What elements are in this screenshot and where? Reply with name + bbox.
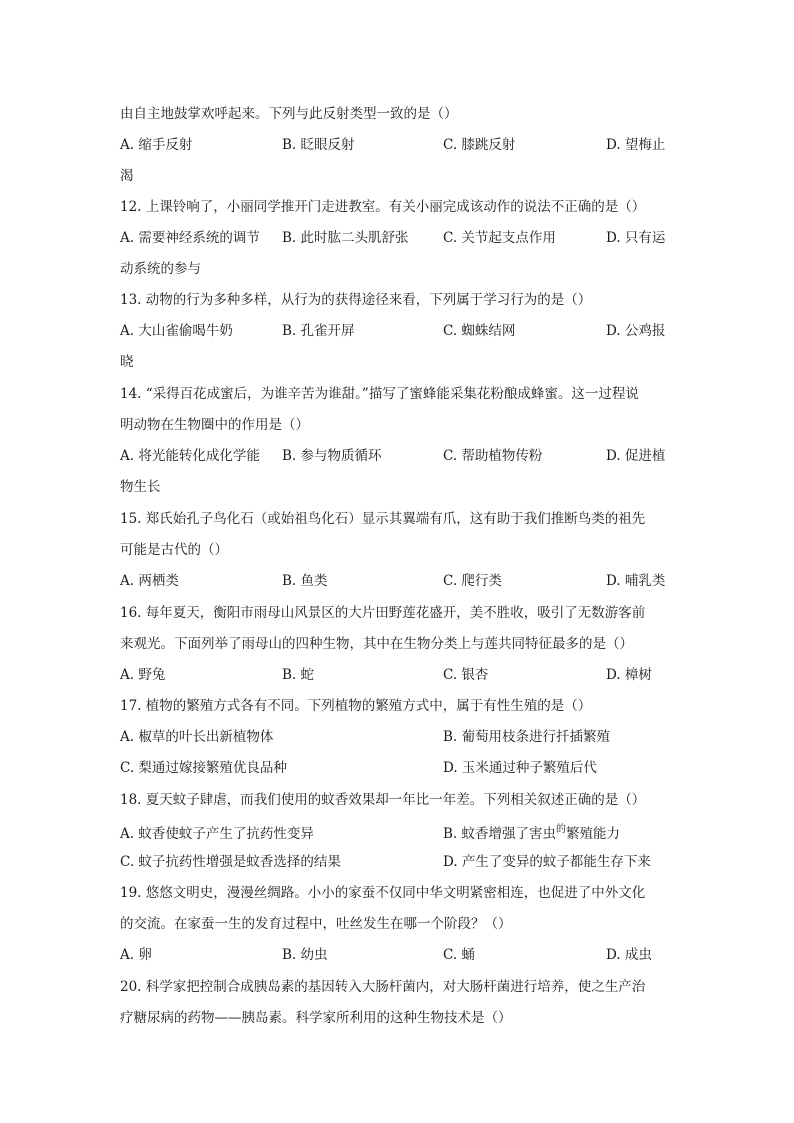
q14-stem-line1: 14. “采得百花成蜜后，为谁辛苦为谁甜。”描写了蜜蜂能采集花粉酿成蜂蜜。这一过程说 bbox=[120, 386, 639, 402]
q12-options bbox=[120, 229, 680, 247]
q16-option-d: D. 樟树 bbox=[606, 667, 652, 683]
q15-stem-line1: 15. 郑氏始孔子鸟化石（或始祖鸟化石）显示其翼端有爪，这有助于我们推断鸟类的祖先 bbox=[120, 511, 646, 527]
q14-option-d: D. 促进植 bbox=[606, 448, 666, 464]
q13-options bbox=[120, 322, 680, 340]
q14-option-d-wrap: 物生长 bbox=[120, 479, 161, 495]
q16-option-b: B. 蛇 bbox=[282, 667, 315, 683]
q12-option-c: C. 关节起支点作用 bbox=[443, 230, 556, 246]
q20-stem-line1: 20. 科学家把控制合成胰岛素的基因转入大肠杆菌内，对大肠杆菌进行培养，使之生产治 bbox=[120, 979, 646, 995]
q13-option-c: C. 蜘蛛结网 bbox=[443, 323, 516, 339]
q11-stem: 由自主地鼓掌欢呼起来。下列与此反射类型一致的是（） bbox=[120, 106, 458, 122]
q12-stem: 12. 上课铃响了，小丽同学推开门走进教室。有关小丽完成该动作的说法不正确的是（） bbox=[120, 199, 646, 215]
q14-options bbox=[120, 447, 680, 465]
q12-option-d: D. 只有运 bbox=[606, 230, 666, 246]
q20-stem-line2: 疗糖尿病的药物——胰岛素。科学家所利用的这种生物技术是（） bbox=[120, 1010, 512, 1026]
q14-option-a: A. 将光能转化成化学能 bbox=[120, 448, 260, 464]
q19-stem-line1: 19. 悠悠文明史，漫漫丝绸路。小小的家蚕不仅同中华文明紧密相连，也促进了中外文化 bbox=[120, 885, 646, 901]
q19-option-b: B. 幼虫 bbox=[282, 947, 328, 963]
q16-stem-line2: 来观光。下面列举了雨母山的四种生物，其中在生物分类上与莲共同特征最多的是（） bbox=[120, 636, 633, 652]
q14-stem-line2: 明动物在生物圈中的作用是（） bbox=[120, 417, 309, 433]
q17-option-b: B. 葡萄用枝条进行扦插繁殖 bbox=[443, 729, 611, 745]
q15-option-d: D. 哺乳类 bbox=[606, 573, 666, 589]
q16-option-c: C. 银杏 bbox=[443, 667, 489, 683]
q18-options-row1 bbox=[120, 825, 680, 843]
q13-option-b: B. 孔雀开屏 bbox=[282, 323, 355, 339]
q17-options-row1 bbox=[120, 728, 680, 746]
q13-option-d-wrap: 晓 bbox=[120, 354, 134, 370]
q19-option-c: C. 蛹 bbox=[443, 947, 475, 963]
q18-options-row2 bbox=[120, 853, 680, 871]
q14-option-c: C. 帮助植物传粉 bbox=[443, 448, 543, 464]
q13-stem: 13. 动物的行为多种多样，从行为的获得途径来看，下列属于学习行为的是（） bbox=[120, 292, 592, 308]
q18-option-b-sup: 的 bbox=[556, 824, 567, 835]
q18-option-d: D. 产生了变异的蚊子都能生存下来 bbox=[443, 854, 651, 870]
q15-options bbox=[120, 572, 680, 590]
q17-option-d: D. 玉米通过种子繁殖后代 bbox=[443, 760, 597, 776]
q12-option-b: B. 此时肱二头肌舒张 bbox=[282, 230, 409, 246]
q11-option-a: A. 缩手反射 bbox=[120, 137, 193, 153]
q17-option-c: C. 梨通过嫁接繁殖优良品种 bbox=[120, 760, 287, 776]
q15-option-c: C. 爬行类 bbox=[443, 573, 502, 589]
q11-option-b: B. 眨眼反射 bbox=[282, 137, 355, 153]
q13-option-a: A. 大山雀偷喝牛奶 bbox=[120, 323, 233, 339]
q18-option-b bbox=[443, 825, 620, 845]
q18-option-b-post: 繁殖能力 bbox=[566, 826, 621, 842]
q18-stem: 18. 夏天蚊子肆虐，而我们使用的蚊香效果却一年比一年差。下列相关叙述正确的是（） bbox=[120, 792, 646, 808]
q18-option-a: A. 蚊香使蚊子产生了抗药性变异 bbox=[120, 826, 314, 842]
q16-option-a: A. 野兔 bbox=[120, 667, 166, 683]
q19-stem-line2: 的交流。在家蚕一生的发育过程中，吐丝发生在哪一个阶段？（） bbox=[120, 916, 512, 932]
q11-options bbox=[120, 136, 680, 154]
q16-stem-line1: 16. 每年夏天，衡阳市雨母山风景区的大片田野莲花盛开，美不胜收，吸引了无数游客前 bbox=[120, 605, 646, 621]
q12-option-d-wrap: 动系统的参与 bbox=[120, 261, 201, 277]
q11-option-d: D. 望梅止 bbox=[606, 137, 666, 153]
q14-option-b: B. 参与物质循环 bbox=[282, 448, 382, 464]
q17-option-a: A. 椒草的叶长出新植物体 bbox=[120, 729, 274, 745]
q17-options-row2 bbox=[120, 759, 680, 777]
q19-options bbox=[120, 946, 680, 964]
q17-stem: 17. 植物的繁殖方式各有不同。下列植物的繁殖方式中，属于有性生殖的是（） bbox=[120, 698, 592, 714]
q18-option-c: C. 蚊子抗药性增强是蚊香选择的结果 bbox=[120, 854, 341, 870]
q18-option-b-pre: B. 蚊香增强了害虫 bbox=[443, 826, 557, 842]
q16-options bbox=[120, 666, 680, 684]
q15-stem-line2: 可能是古代的（） bbox=[120, 542, 228, 558]
q15-option-a: A. 两栖类 bbox=[120, 573, 179, 589]
q11-option-d-wrap: 渴 bbox=[120, 168, 134, 184]
q19-option-a: A. 卵 bbox=[120, 947, 152, 963]
q15-option-b: B. 鱼类 bbox=[282, 573, 328, 589]
q19-option-d: D. 成虫 bbox=[606, 947, 652, 963]
q13-option-d: D. 公鸡报 bbox=[606, 323, 666, 339]
q11-option-c: C. 膝跳反射 bbox=[443, 137, 516, 153]
q12-option-a: A. 需要神经系统的调节 bbox=[120, 230, 260, 246]
